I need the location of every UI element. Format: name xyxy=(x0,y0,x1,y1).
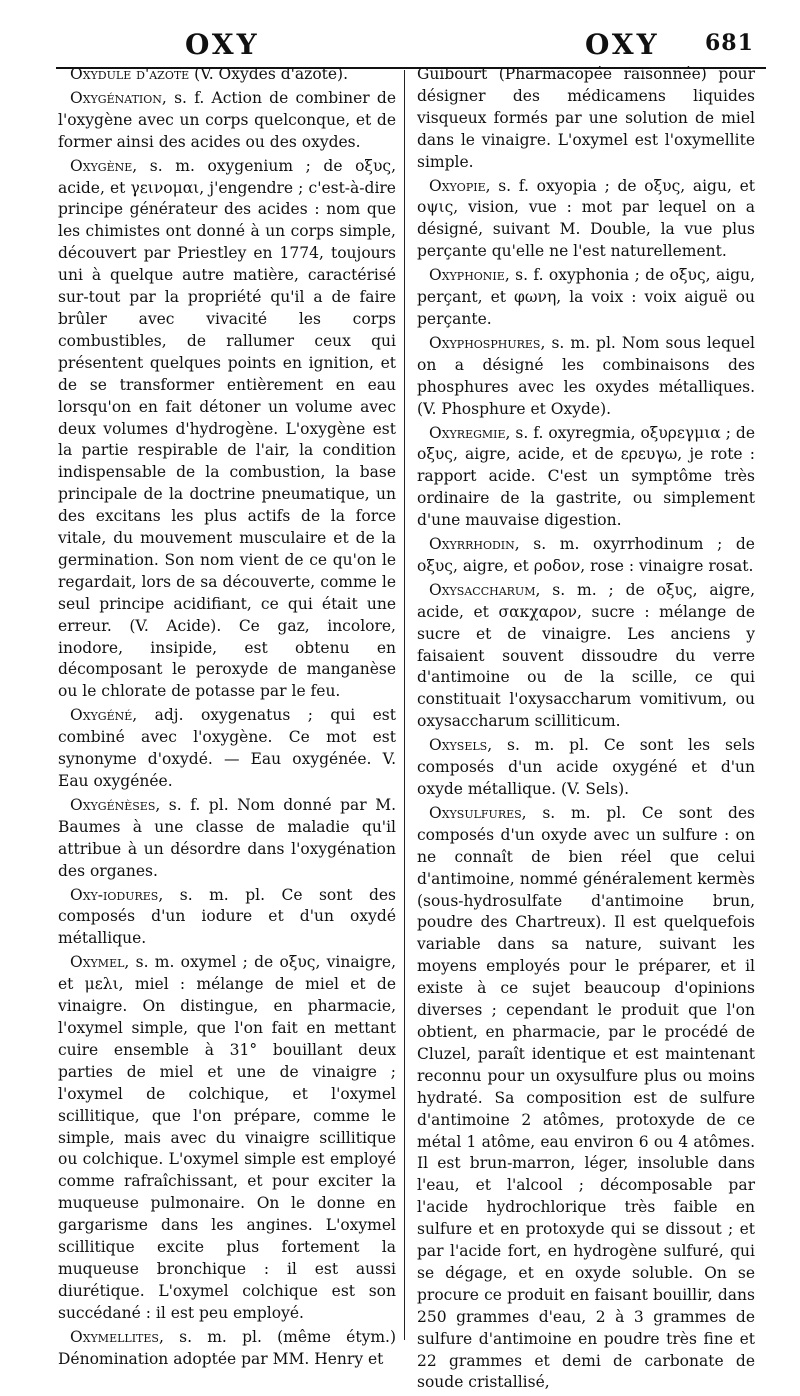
entry-oxymellites xyxy=(58,1327,396,1371)
entry-text: , s. m. pl. Nom sous lequel on a désigné les combinaisons des phosphures avec les oxydes métalliques. (V. Phosphure et Oxyde). xyxy=(417,333,755,418)
entry-oxysels xyxy=(417,735,755,801)
column-divider xyxy=(404,70,405,1340)
entry-headword: Oxymellites xyxy=(70,1327,159,1346)
entry-headword: Oxyphosphures xyxy=(429,333,541,352)
right-column xyxy=(417,64,755,1396)
entry-oxy-iodures xyxy=(58,885,396,951)
entry-text: , adj. oxygenatus ; qui est combiné avec l'oxygène. Ce mot est synonyme d'oxydé. — Eau oxygénée. V. Eau oxygénée. xyxy=(58,706,396,790)
entry-headword: Oxygénèses xyxy=(70,795,156,814)
entry-text: , s. f. oxyphonia ; de οξυς, aigu, perçant, et φωνη, la voix : voix aiguë ou perçante. xyxy=(417,266,755,328)
entry-headword: Oxyphonie xyxy=(429,266,505,285)
entry-oxyregmie xyxy=(417,423,755,533)
entry-continuation xyxy=(417,64,755,174)
entry-text: , s. f. oxyopia ; de οξυς, aigu, et οψις, vision, vue : mot par lequel on a désigné, suivant M. Double, la vue plus perçante qu'elle ne l'est naturellement. xyxy=(417,176,755,261)
entry-text: , s. m. oxymel ; de οξυς, vinaigre, et μελι, miel : mélange de miel et de vinaigre. On distingue, en pharmacie, l'oxymel simple, que l'on fait en mettant cuire ensemble à 31° bouillant deux parties de miel et une de vinaigre ; l'oxymel de colchique, et l'oxymel scillitique, que l'on prépare, comme le simple, mais avec du vinaigre scillitique ou colchique. L'oxymel simple est employé comme rafraîchissant, et pour exciter la muqueuse pulmonaire. On le donne en gargarisme dans les angines. L'oxymel scillitique excite plus fortement la muqueuse bronchique : il est aussi diurétique. L'oxymel colchique est son succédané : il est peu employé. xyxy=(58,953,396,1322)
entry-oxysulfures xyxy=(417,803,755,1394)
entry-oxydule xyxy=(58,64,396,86)
entry-oxysaccharum xyxy=(417,580,755,733)
entry-headword: Oxyrrhodin xyxy=(429,535,515,554)
entry-headword: Oxysulfures xyxy=(429,803,522,822)
entry-headword: Oxy-iodures xyxy=(70,885,159,904)
entry-headword: Oxyregmie xyxy=(429,423,506,442)
entry-text: Guibourt (Pharmacopée raisonnée) pour désigner des médicamens liquides visqueux formés par une solution de miel dans le vinaigre. L'oxymel est l'oxymellite simple. xyxy=(417,65,755,171)
entry-text: , s. f. oxyregmia, οξυρεγμια ; de οξυς, aigre, acide, et de ερευγω, je rote : rapport acide. C'est un symptôme très ordinaire de la gastrite, ou simplement d'une mauvaise digestion. xyxy=(417,423,755,530)
entry-oxyphosphures xyxy=(417,333,755,421)
entry-oxygeneses xyxy=(58,795,396,883)
entry-text: , s. m. oxyrrhodinum ; de οξυς, aigre, et ροδον, rose : vinaigre rosat. xyxy=(417,535,755,575)
entry-headword: Oxysaccharum xyxy=(429,580,536,599)
entry-oxyrrhodin xyxy=(417,534,755,578)
left-column xyxy=(58,64,396,1372)
entry-oxymel xyxy=(58,952,396,1324)
entry-text: , s. m. ; de οξυς, aigre, acide, et σακχαρον, sucre : mélange de sucre et de vinaigre. Les anciens y faisaient souvent dissoudre du verre d'antimoine ou de la scille, ce qui constituait l'oxysaccharum vomitivum, ou oxysaccharum scilliticum. xyxy=(417,580,755,731)
entry-text: , s. m. pl. Ce sont des composés d'un oxyde avec un sulfure : on ne connaît de bien réel que celui d'antimoine, nommé généralement kermès (sous-hydrosulfate d'antimoine brun, poudre des Chartreux). Il est quelquefois variable dans sa nature, suivant les moyens employés pour le préparer, et il existe à ce sujet beaucoup d'opinions diverses ; cependant le produit que l'on obtient, en pharmacie, par le procédé de Cluzel, paraît identique et est maintenant reconnu pour un oxysulfure plus ou moins hydraté. Sa composition est de sulfure d'antimoine 2 atômes, protoxyde de ce métal 1 atôme, eau environ 6 ou 4 atômes. Il est brun-marron, léger, insoluble dans l'eau, et l'alcool ; décomposable par l'acide hydrochlorique très faible en sulfure et en protoxyde qui se dissout ; et par l'acide fort, en hydrogène sulfuré, qui se dégage, et en oxyde soluble. On se procure ce produit en faisant bouillir, dans 250 grammes d'eau, 2 à 3 grammes de sulfure d'antimoine en poudre très fine et 22 grammes et demi de carbonate de soude cristallisé, xyxy=(417,803,755,1392)
entry-oxygenation xyxy=(58,88,396,154)
entry-oxygene xyxy=(58,156,396,704)
entry-headword: Oxyopie xyxy=(429,176,486,195)
running-head-right: OXY xyxy=(585,28,660,61)
entry-oxygene-adj xyxy=(58,705,396,793)
entry-text: , s. m. pl. Ce sont les sels composés d'un acide oxygéné et d'un oxyde métallique. (V. Sels). xyxy=(417,736,755,798)
entry-oxyphonie xyxy=(417,265,755,331)
page-number: 681 xyxy=(705,30,754,56)
entry-text: , s. m. pl. (même étym.) Dénomination adoptée par MM. Henry et xyxy=(58,1327,396,1368)
entry-text: , s. m. pl. Ce sont des composés d'un iodure et d'un oxydé métallique. xyxy=(58,885,396,948)
entry-oxyopie xyxy=(417,176,755,264)
entry-headword: Oxygène xyxy=(70,156,133,175)
entry-headword: Oxygénation xyxy=(70,88,162,107)
entry-headword: Oxymel xyxy=(70,953,125,972)
entry-text: , s. m. oxygenium ; de οξυς, acide, et γεινομαι, j'engendre ; c'est-à-dire principe générateur des acides : nom que les chimistes ont donné à un corps simple, découvert par Priestley en 1774, toujours uni à quelque autre matière, caractérisé sur-tout par la propriété qu'il a de faire brûler avec vivacité les corps combustibles, de rallumer ceux qui présentent quelques points en ignition, et de se transformer entièrement en eau lorsqu'on en fait détoner un volume avec deux volumes d'hydrogène. L'oxygène est la partie respirable de l'air, la condition indispensable de la combustion, la base principale de la doctrine pneumatique, un des excitans les plus actifs de la force vitale, du mouvement musculaire et de la germination. Son nom vient de ce qu'on le regardait, lors de sa découverte, comme le seul principe acidifiant, ce qui était une erreur. (V. Acide). Ce gaz, incolore, inodore, insipide, est obtenu en décomposant le peroxyde de manganèse ou le chlorate de potasse par le feu. xyxy=(58,156,396,701)
entry-text: , s. f. Action de combiner de l'oxygène avec un corps quelconque, et de former ainsi des acides ou des oxydes. xyxy=(58,88,396,151)
entry-headword: Oxysels xyxy=(429,736,488,755)
entry-headword: Oxygéné xyxy=(70,706,133,725)
running-head-left: OXY xyxy=(185,28,260,61)
entry-text: , s. f. pl. Nom donné par M. Baumes à une classe de maladie qu'il attribue à un désordre dans l'oxygénation des organes. xyxy=(58,795,396,880)
entry-headword: Oxydule d'azote xyxy=(70,65,190,83)
entry-text: (V. Oxydes d'azote). xyxy=(194,65,349,83)
